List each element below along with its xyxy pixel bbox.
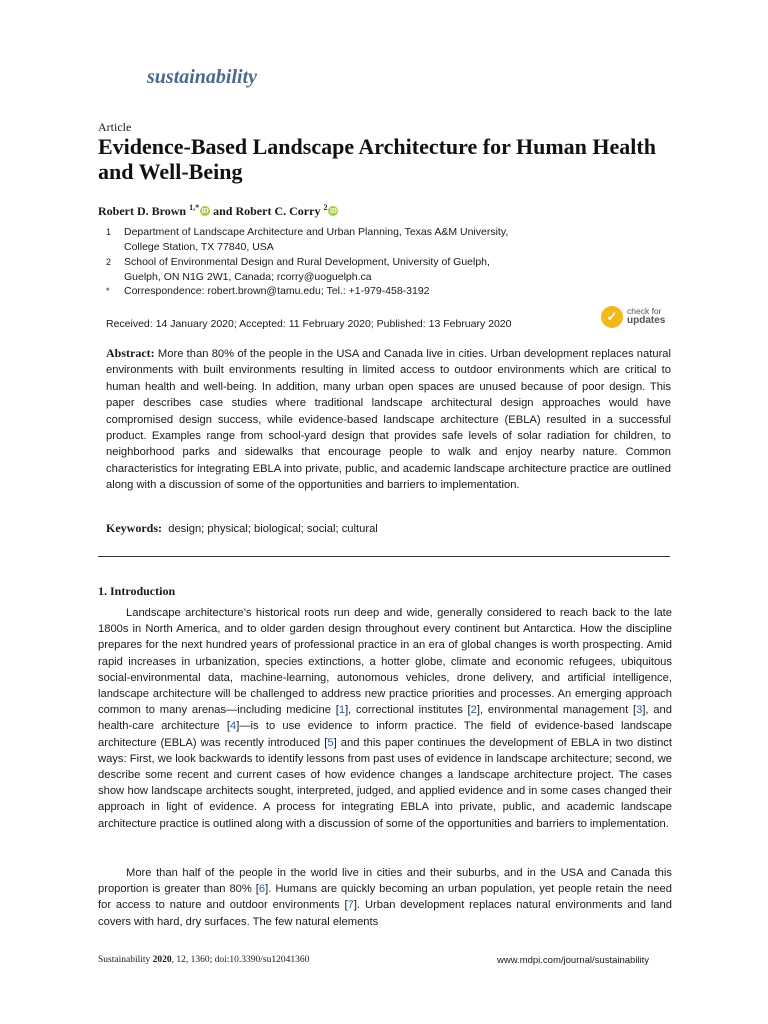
footer-doi: , 12, 1360; doi:10.3390/su12041360 [171, 955, 310, 965]
paragraph-text: ]—is to use evidence to inform practice. The field of evidence-based landscape architecture (EBLA) was recently introduced [ [98, 720, 672, 749]
affiliation-number: 2 [106, 257, 112, 267]
check-for-updates-badge[interactable] [601, 304, 681, 330]
section-heading: 1. Introduction [98, 584, 176, 598]
footer-journal-url[interactable]: www.mdpi.com/journal/sustainability [497, 955, 650, 966]
paragraph-text: More than half of the people in the world live in cities and their suburbs, and in the USA and Canada this proportion is greater than 80% [ [98, 867, 672, 896]
keywords [106, 521, 378, 536]
citation-link[interactable]: 7 [347, 899, 354, 912]
correspondence [98, 284, 658, 299]
orcid-icon[interactable]: iD [201, 207, 209, 215]
paragraph-text: ], correctional institutes [ [345, 704, 471, 717]
affiliation-2 [98, 255, 658, 285]
intro-paragraph-2 [98, 865, 672, 930]
section-divider [98, 556, 670, 557]
author-1-name[interactable]: Robert D. Brown [98, 204, 187, 218]
citation-link[interactable]: 4 [230, 720, 237, 733]
checkmark-icon: ✓ [601, 306, 623, 328]
citation-link[interactable]: 3 [636, 704, 643, 717]
footer-journal: Sustainability [98, 955, 151, 965]
citation-link[interactable]: 6 [258, 883, 266, 896]
paragraph-text: ], environmental management [ [476, 704, 637, 717]
correspondence-text: Correspondence: robert.brown@tamu.edu; Tel.: +1-979-458-3192 [124, 285, 430, 297]
footer-citation [98, 955, 309, 965]
affiliation-text: School of Environmental Design and Rural Development, University of Guelph, Guelph, ON N1G 2W1, Canada; rcorry@uoguelph.ca [124, 256, 490, 283]
keywords-label: Keywords: [106, 521, 162, 535]
paragraph-text: ] and this paper continues the development of EBLA in two distinct ways: First, we look backwards to identify lessons from past uses of evidence in landscape architecture; second, we describe some recent and current cases of how evidence changes a landscape architecture project. The cases show how landscape architects sought, interpreted, judged, and applied evidence and in some cases changed their approach in light of evidence. A process for integrating EBLA into private, public, and academic landscape architecture practice is outlined along with a discussion of some of the opportunities and barriers to implementation. [98, 736, 672, 830]
affiliation-number: 1 [106, 227, 112, 237]
author-conjunction: and [213, 204, 233, 218]
author-1-affiliation: 1,* [189, 203, 200, 212]
paragraph-text: ]. Humans are quickly becoming an urban population, yet people retain the need for access to nature and outdoor environments [ [98, 883, 673, 912]
author-line [98, 203, 338, 219]
publication-dates: Received: 14 January 2020; Accepted: 11 February 2020; Published: 13 February 2020 [106, 318, 512, 330]
abstract-label: Abstract: [106, 346, 155, 360]
abstract-text: More than 80% of the people in the USA and Canada live in cities. Urban development replaces natural environments with built environments resulting in limited access to outdoor environments which are critical to human health and well-being. In addition, many urban open spaces are unused because of poor design. This paper describes case studies where traditional landscape architectural design approaches would have compromised design success, while evidence-based landscape architecture (EBLA) resulted in a successful product. Examples range from school-yard design that provides safe levels of solar radiation for children, to neighborhood parks and sidewalks that encourage people to walk and enjoy nearby nature. Common characteristics for integrating EBLA into private, public, and academic landscape architecture practice are outlined along with a discussion of some of the opportunities and barriers to implementation. [106, 348, 672, 492]
citation-link[interactable]: 2 [470, 704, 477, 717]
journal-name: sustainability [147, 66, 258, 88]
paragraph-text: Landscape architecture’s historical roots run deep and wide, generally considered to reach back to the late 1800s in North America, and to older garden design throughout every continent but Antarctica. How the discipline prepares for the next hundred years of professional practice in an era of global changes is worth prospecting. Amid rapid increases in urbanization, species extinctions, a hotter globe, climate and economic refugees, ubiquitous social-environmental data, machine-learning, autonomous vehicles, drone delivery, and artificial intelligence, landscape architecture will be challenged to address new practice priorities and processes. An emerging approach common to many arenas—including medicine [ [98, 607, 672, 717]
keywords-text: design; physical; biological; social; cultural [168, 523, 378, 535]
footer-year: 2020 [152, 955, 172, 965]
author-2-affiliation: 2 [323, 203, 328, 212]
paragraph-text: ], and health-care architecture [ [98, 704, 672, 733]
check-for-label: check for [627, 306, 662, 316]
citation-link[interactable]: 1 [338, 704, 346, 717]
citation-link[interactable]: 5 [327, 736, 334, 749]
abstract [106, 345, 671, 494]
article-title: Evidence-Based Landscape Architecture for Human Health and Well-Being [98, 134, 656, 184]
affiliation-text: Department of Landscape Architecture and Urban Planning, Texas A&M University, College Station, TX 77840, USA [124, 226, 509, 253]
affiliation-1 [98, 225, 658, 255]
paragraph-text: ]. Urban development replaces natural environments and land covers with hard, dry surfaces. The few natural elements [98, 899, 672, 928]
updates-label: updates [627, 315, 666, 326]
author-2-name[interactable]: Robert C. Corry [235, 204, 321, 218]
article-type: Article [98, 120, 132, 134]
intro-paragraph-1 [98, 605, 672, 832]
affiliation-number: * [106, 286, 110, 296]
orcid-icon[interactable]: iD [329, 207, 337, 215]
